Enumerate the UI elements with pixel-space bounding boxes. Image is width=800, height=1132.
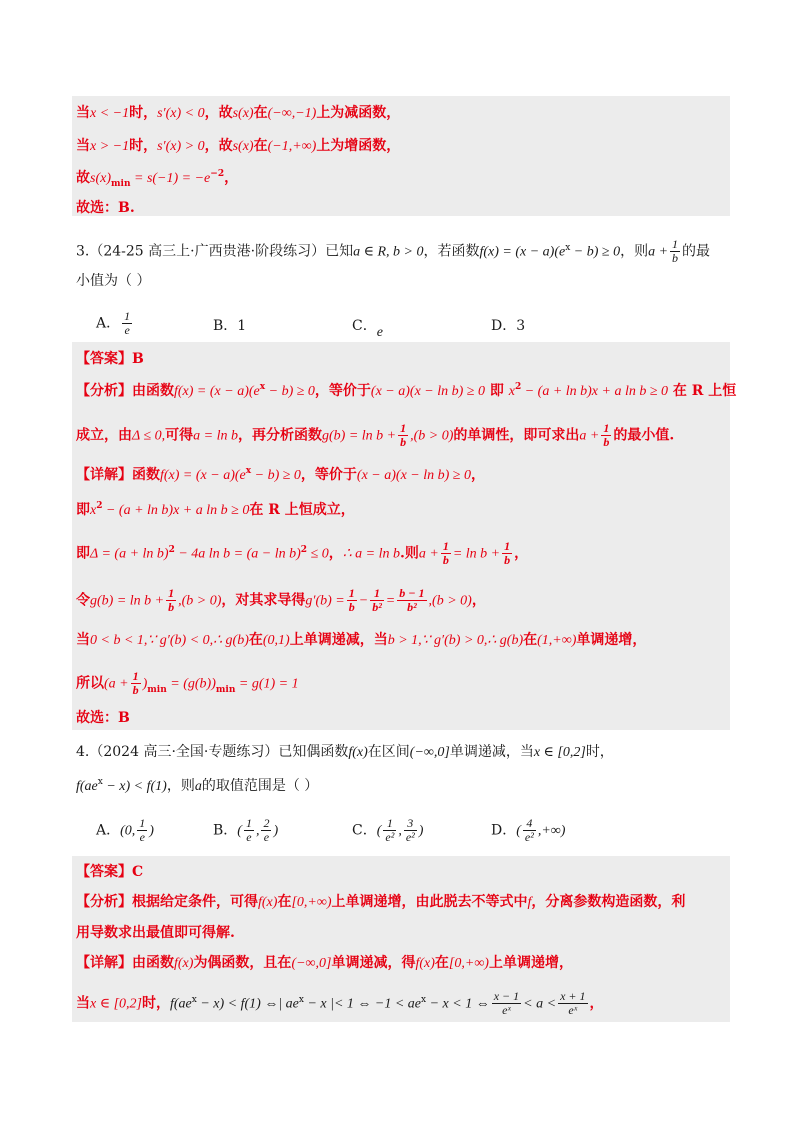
q3-stem-line-1: 3.（24-25 高三上·广西贵港·阶段练习）已知a ∈ R, b > 0，若函数$f(x) = (x - a)(e^x - b) \ge 0$，则a + $\frac{1}{b}$ 的最 xyxy=(76,237,711,265)
q4-answer: 【答案】C xyxy=(76,864,144,880)
q3-analysis-line-2: 成立，由Δ ≤ 0,可得a = ln b，再分析函数g(b) = ln b + $\frac{1}{b}$ ,(b > 0)的单调性，即可求出a + $\frac{1}{b}$ 的最小值. xyxy=(76,421,675,449)
q4-option-c: C．( $\frac{1}{\text{e²}}$ , $\frac{3}{\text{e²}}$ ) xyxy=(352,816,424,844)
q3-analysis-line-1: 【分析】由函数$f(x) = (x - a)(e^x - b) \ge 0$，等价于(x − a)(x − ln b) ≥ 0 即 $x^2 - (a + \ln b)x + a$ ln b ≥ 0 在 R 上恒 xyxy=(76,382,737,399)
q4-stem-line-1: 4.（2024 高三·全国·专题练习）已知偶函数f(x)在区间(−∞,0]单调递减，当x ∈ [0,2]时， xyxy=(76,744,614,760)
top-answer: 故选：B. xyxy=(76,200,135,216)
q4-option-b: B．( $\frac{1}{e}$ , $\frac{2}{e}$ ) xyxy=(213,816,279,844)
q4-analysis-line-1: 【分析】根据给定条件，可得f(x)在[0,+∞)上单调递增，由此脱去不等式中f，分离参数构造函数，利 xyxy=(76,894,686,910)
q4-detail-line-1: 【详解】由函数f(x)为偶函数，且在(−∞,0]单调递减，得f(x)在[0,+∞)上单调递增， xyxy=(76,955,573,971)
q4-analysis-line-2: 用导数求出最值即可得解. xyxy=(76,925,235,941)
q3-final-answer: 故选：B xyxy=(76,710,130,726)
q3-detail-line-3: 即$\Delta = (a + \ln b)^2 - 4a$ $\ln b = (a - \ln b)^2 \le 0$，∴ a = ln b.则a + $\frac{1}{b}$ = ln b + $\frac{1}{b}$ ， xyxy=(76,539,529,567)
q3-option-d: D．3 xyxy=(491,318,526,334)
q3-detail-line-2: 即$x^2 - (a + \ln b)x + a$ ln b ≥ 0在 R 上恒成立， xyxy=(76,501,355,518)
q4-stem-line-2: $f(ae^x - x) < f(1)$，则a的取值范围是（ ） xyxy=(76,777,319,794)
q4-option-a: A．(0, $\frac{1}{e}$ ) xyxy=(96,816,154,844)
q3-detail-line-4: 令g(b) = ln b + $\frac{1}{b}$ ,(b > 0)，对其求导得g′(b) = $\frac{1}{b}$ − $\frac{1}{\text{b²}}$ = $\frac{b - 1}{\text{b²}}$ ,(b > 0)， xyxy=(76,586,486,614)
q3-detail-line-6: 所以(a + $\frac{1}{b}$ )$_{min} = (g(b))_{min} = g(1) = 1$ xyxy=(76,669,299,697)
q3-detail-line-5: 当0 < b < 1,∵ g′(b) < 0,∴ g(b)在(0,1)上单调递减，当b > 1,∵ g′(b) > 0,∴ g(b)在(1,+∞)单调递增， xyxy=(76,632,647,648)
q3-answer: 【答案】B xyxy=(76,351,144,367)
top-line-3: 故$s(x)_{min} = s(-1) = -e^{-2}$， xyxy=(76,169,239,189)
q4-option-d: D．( $\frac{4}{\text{e²}}$ ,+∞) xyxy=(491,816,566,844)
q3-option-a: A． $\frac{1}{e}$ xyxy=(96,309,131,337)
q4-detail-line-2: 当x ∈ [0,2]时，$f(ae^x - x) < f(1)$ ⇔| $ae^x - x$ |< 1 ⇔ $-1 < ae^x - x < 1$ ⇔ $\frac{x - 1}{\text{eˣ}}$ < a < $\frac{x + 1}{\text{eˣ}}$ ， xyxy=(76,989,604,1017)
q3-option-b: B．1 xyxy=(213,318,247,334)
q3-detail-line-1: 【详解】函数$f(x) = (x - a)(e^x - b) \ge 0$，等价于(x − a)(x − ln b) ≥ 0， xyxy=(76,466,485,483)
top-line-1: 当x < −1时，s′(x) < 0，故s(x)在(−∞,−1)上为减函数， xyxy=(76,105,401,121)
q3-stem-line-2: 小值为（ ） xyxy=(76,273,151,289)
top-line-2: 当x > −1时，s′(x) > 0，故s(x)在(−1,+∞)上为增函数， xyxy=(76,138,401,154)
q3-option-c: C．e xyxy=(352,318,383,340)
